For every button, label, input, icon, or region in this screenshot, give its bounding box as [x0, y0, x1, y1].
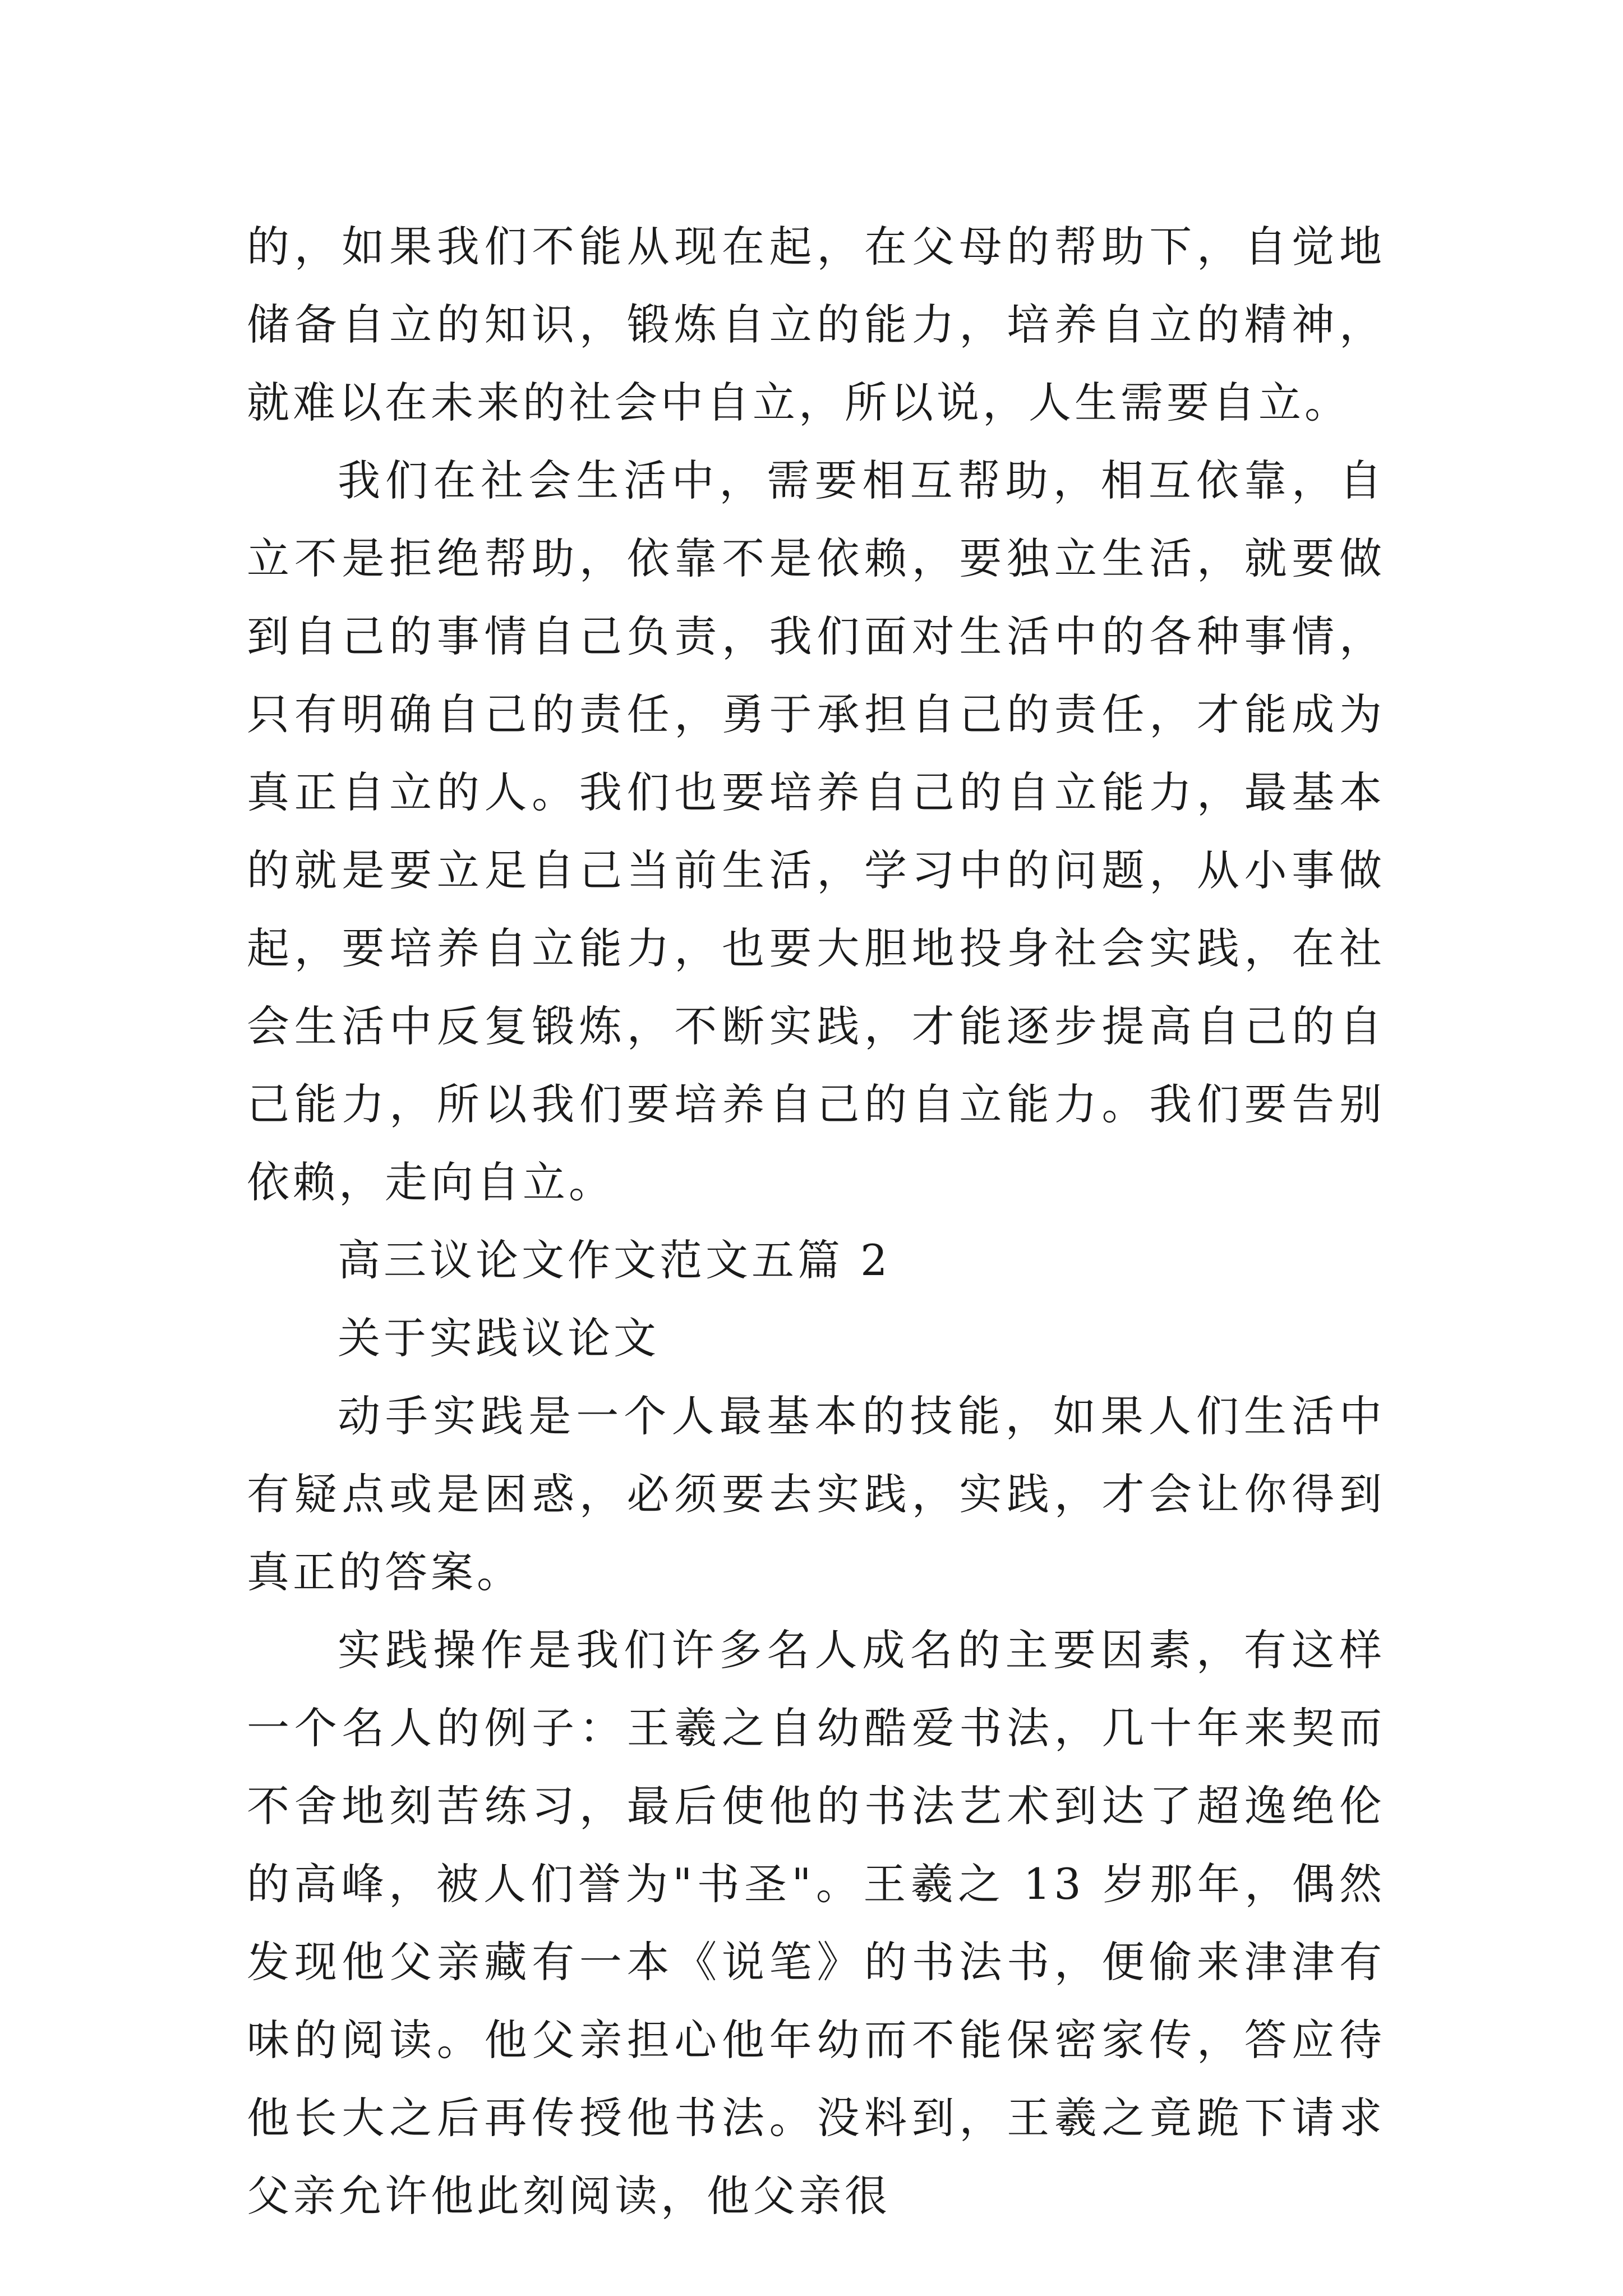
body-text	[247, 208, 1385, 2235]
paragraph-continuation: 的，如果我们不能从现在起，在父母的帮助下，自觉地储备自立的知识，锻炼自立的能力，培养自立的精神，就难以在未来的社会中自立，所以说，人生需要自立。	[247, 222, 1385, 427]
paragraph-practice-intro: 动手实践是一个人最基本的技能，如果人们生活中有疑点或是困惑，必须要去实践，实践，才会让你得到真正的答案。	[247, 1391, 1385, 1597]
paragraph-wang-xizhi: 实践操作是我们许多名人成名的主要因素，有这样一个名人的例子：王羲之自幼酷爱书法，几十年来契而不舍地刻苦练习，最后使他的书法艺术到达了超逸绝伦的高峰，被人们誉为"书圣"。王羲之 13 岁那年，偶然发现他父亲藏有一本《说笔》的书法书，便偷来津津有味的阅读。他父亲担心他年幼而不能保密家传，答应待他长大之后再传授他书法。没料到，王羲之竟跪下请求父亲允许他此刻阅读，他父亲很	[247, 1625, 1385, 2221]
paragraph-self-reliance: 我们在社会生活中，需要相互帮助，相互依靠，自立不是拒绝帮助，依靠不是依赖，要独立生活，就要做到自己的事情自己负责，我们面对生活中的各种事情，只有明确自己的责任，勇于承担自己的责任，才能成为真正自立的人。我们也要培养自己的自立能力，最基本的就是要立足自己当前生活，学习中的问题，从小事做起，要培养自立能力，也要大胆地投身社会实践，在社会生活中反复锻炼，不断实践，才能逐步提高自己的自己能力，所以我们要培养自己的自立能力。我们要告别依赖，走向自立。	[247, 455, 1385, 1207]
essay-heading: 高三议论文作文范文五篇 2	[338, 1235, 891, 1285]
essay-title: 关于实践议论文	[338, 1313, 660, 1363]
